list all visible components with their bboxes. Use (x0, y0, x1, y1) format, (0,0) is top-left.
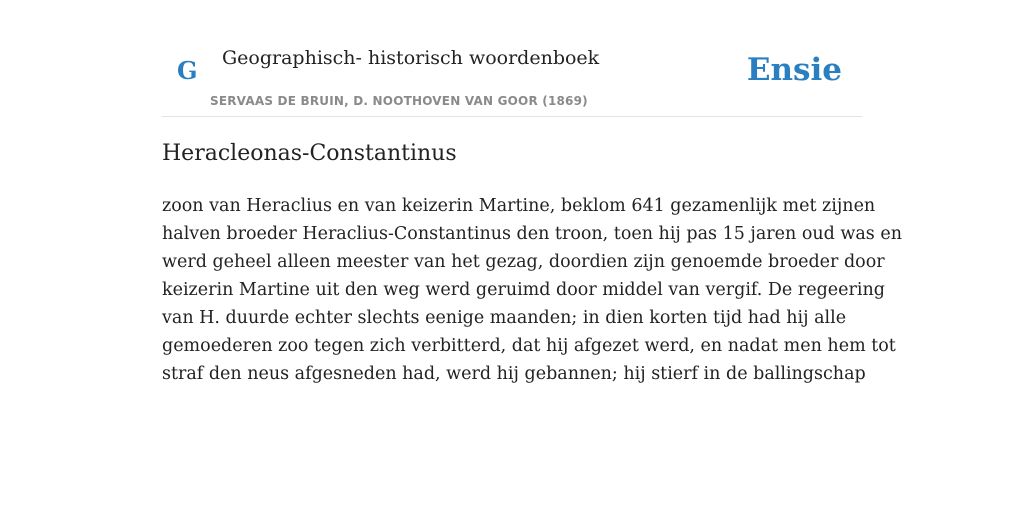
entry-body-line: halven broeder Heraclius-Constantinus den troon, toen hij pas 15 jaren oud was en (162, 224, 902, 244)
entry-title: Heracleonas-Constantinus (162, 141, 457, 166)
entry-body-line: gemoederen zoo tegen zich verbitterd, dat hij afgezet werd, en nadat men hem tot (162, 336, 896, 356)
book-title[interactable]: Geographisch- historisch woordenboek (222, 47, 600, 69)
ensie-logo-link[interactable]: Ensie (746, 52, 842, 88)
entry-body-line: keizerin Martine uit den weg werd geruimd door middel van vergif. De regeering (162, 280, 885, 300)
source-logo-letter[interactable]: G (177, 56, 198, 85)
entry-body-line: straf den neus afgesneden had, werd hij gebannen; hij stierf in de ballingschap (162, 364, 866, 384)
entry-body-line: zoon van Heraclius en van keizerin Martine, beklom 641 gezamenlijk met zijnen (162, 196, 876, 216)
entry-body (162, 192, 902, 388)
entry-body-line: van H. duurde echter slechts eenige maanden; in dien korten tijd had hij alle (162, 308, 847, 328)
entry-body-line: werd geheel alleen meester van het gezag, doordien zijn genoemde broeder door (162, 252, 885, 272)
source-header (162, 0, 862, 117)
book-authors: SERVAAS DE BRUIN, D. NOOTHOVEN VAN GOOR (1869) (210, 94, 588, 108)
